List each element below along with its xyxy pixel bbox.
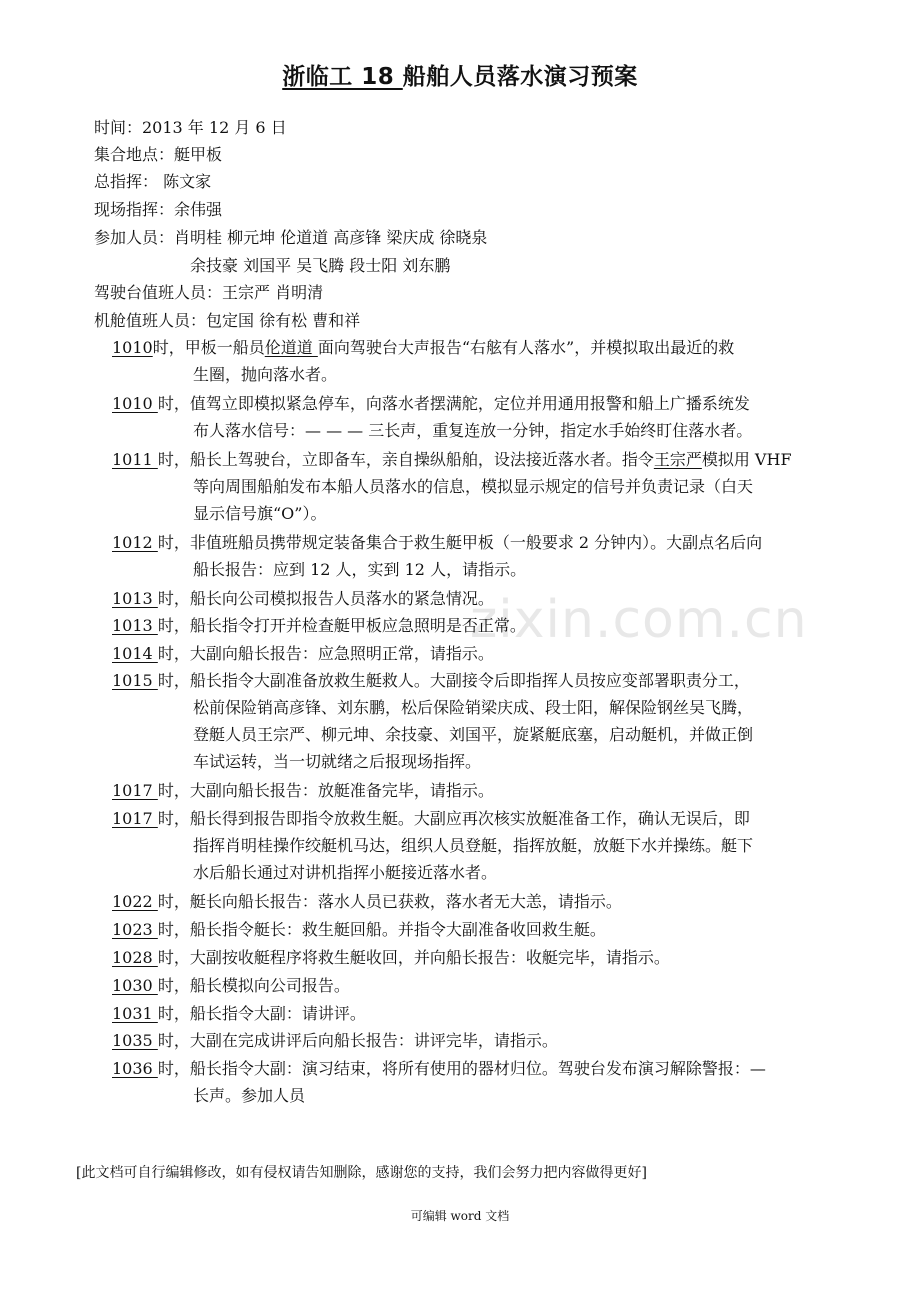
entry-time: 1022 xyxy=(112,892,158,911)
log-entry xyxy=(112,888,862,915)
log-entry xyxy=(112,334,862,388)
info-commander: 总指挥： 陈文家 xyxy=(94,172,212,191)
watermark: zixin.com.cn xyxy=(470,590,808,650)
entry-text-cont: 面向驾驶台大声报告“右舷有人落水”，并模拟取出最近的救 xyxy=(317,338,735,357)
entry-time: 1023 xyxy=(112,920,158,939)
log-entry xyxy=(112,446,862,527)
entry-line: 指挥肖明桂操作绞艇机马达，组织人员登艇，指挥放艇，放艇下水并操练。艇下 xyxy=(193,836,754,855)
log-entry xyxy=(112,529,862,583)
info-engine-watch: 机舱值班人员：包定国 徐有松 曹和祥 xyxy=(94,311,361,330)
entry-line: 长声。参加人员 xyxy=(193,1086,306,1105)
entry-time: 1013 xyxy=(112,616,158,635)
entry-line: 显示信号旗“O”）。 xyxy=(193,504,327,523)
log-entry xyxy=(112,1000,862,1027)
entry-line: 船长报告：应到 12 人，实到 12 人，请指示。 xyxy=(193,560,527,579)
entry-text: 时，船长上驾驶台，立即备车，亲自操纵船舶，设法接近落水者。指令 xyxy=(157,450,654,469)
document-title xyxy=(0,58,920,91)
entry-text: 时，船长向公司模拟报告人员落水的紧急情况。 xyxy=(157,589,494,608)
entry-text: 时，大副在完成讲评后向船长报告：讲评完毕，请指示。 xyxy=(157,1031,558,1050)
log-entry xyxy=(112,390,862,444)
entry-time: 1035 xyxy=(112,1031,158,1050)
entry-name: 王宗严 xyxy=(653,450,702,469)
entry-text: 时，船长指令艇长：救生艇回船。并指令大副准备收回救生艇。 xyxy=(157,920,606,939)
log-entry xyxy=(112,944,862,971)
entry-time: 1011 xyxy=(112,450,158,469)
entry-text: 时，艇长向船长报告：落水人员已获救，落水者无大恙，请指示。 xyxy=(157,892,622,911)
entry-time: 1036 xyxy=(112,1059,158,1078)
entry-text: 时，大副按收艇程序将救生艇收回，并向船长报告：收艇完毕，请指示。 xyxy=(157,948,670,967)
entry-line: 登艇人员王宗严、柳元坤、余技豪、刘国平，旋紧艇底塞，启动艇机，并做正倒 xyxy=(193,725,754,744)
entry-line: 水后船长通过对讲机指挥小艇接近落水者。 xyxy=(193,863,498,882)
entry-text: 时，甲板一船员 xyxy=(152,338,265,357)
entry-time: 1030 xyxy=(112,976,158,995)
entry-text: 时，值驾立即模拟紧急停车，向落水者摆满舵，定位并用通用报警和船上广播系统发 xyxy=(157,394,750,413)
log-entry xyxy=(112,777,862,804)
entry-time: 1028 xyxy=(112,948,158,967)
entry-time: 1012 xyxy=(112,533,158,552)
entry-time: 1031 xyxy=(112,1004,158,1023)
entry-time: 1014 xyxy=(112,644,158,663)
log-entry xyxy=(112,585,862,612)
log-entry xyxy=(112,805,862,886)
entry-text: 时，船长指令大副：请讲评。 xyxy=(157,1004,366,1023)
entry-time: 1017 xyxy=(112,781,158,800)
entry-time: 1013 xyxy=(112,589,158,608)
entry-line: 松前保险销高彦锋、刘东鹏，松后保险销梁庆成、段士阳，解保险钢丝吴飞腾， xyxy=(193,698,754,717)
entry-text: 时，船长得到报告即指令放救生艇。大副应再次核实放艇准备工作，确认无误后，即 xyxy=(157,809,750,828)
entry-text: 时，船长指令大副准备放救生艇救人。大副接令后即指挥人员按应变部署职责分工， xyxy=(157,671,750,690)
info-time: 时间：2013 年 12 月 6 日 xyxy=(94,118,287,137)
entry-text-cont: 模拟用 VHF xyxy=(701,450,792,469)
entry-line: 布人落水信号：— — — 三长声，重复连放一分钟，指定水手始终盯住落水者。 xyxy=(193,421,753,440)
entry-text: 时，船长指令打开并检查艇甲板应急照明是否正常。 xyxy=(157,616,526,635)
entry-line: 车试运转，当一切就绪之后报现场指挥。 xyxy=(193,752,482,771)
log-entry xyxy=(112,640,862,667)
participants-line-2: 余技豪 刘国平 吴飞腾 段士阳 刘东鹏 xyxy=(190,256,451,275)
info-participants-cont xyxy=(94,256,450,276)
entry-name: 伦道道 xyxy=(264,338,318,357)
log-entry xyxy=(112,1027,862,1054)
title-text: 船舶人员落水演习预案 xyxy=(402,64,638,90)
title-vessel-name: 浙临工 18 xyxy=(282,64,403,90)
log-entry xyxy=(112,612,862,639)
info-location: 集合地点：艇甲板 xyxy=(94,145,223,164)
log-entry xyxy=(112,667,862,775)
footer-note: [此文档可自行编辑修改，如有侵权请告知删除，感谢您的支持，我们会努力把内容做得更好] xyxy=(76,1165,647,1181)
entry-time: 1010 xyxy=(112,394,158,413)
info-participants: 参加人员：肖明桂 柳元坤 伦道道 高彦锋 梁庆成 徐晓泉 xyxy=(94,228,488,247)
entry-time: 1015 xyxy=(112,671,158,690)
info-site-commander: 现场指挥：余伟强 xyxy=(94,200,223,219)
entry-time: 1010 xyxy=(112,338,153,357)
log-entry xyxy=(112,916,862,943)
log-entry xyxy=(112,972,862,999)
info-bridge-watch: 驾驶台值班人员：王宗严 肖明清 xyxy=(94,283,324,302)
entry-text: 时，船长模拟向公司报告。 xyxy=(157,976,350,995)
entry-text: 时，大副向船长报告：应急照明正常，请指示。 xyxy=(157,644,494,663)
entry-line: 生圈，抛向落水者。 xyxy=(193,365,338,384)
footer-page-label: 可编辑 word 文档 xyxy=(410,1209,510,1223)
entry-line: 等向周围船舶发布本船人员落水的信息，模拟显示规定的信号并负责记录（白天 xyxy=(193,477,754,496)
entry-time: 1017 xyxy=(112,809,158,828)
entry-text: 时，非值班船员携带规定装备集合于救生艇甲板（一般要求 2 分钟内）。大副点名后向 xyxy=(157,533,763,552)
log-entry xyxy=(112,1055,862,1109)
entry-text: 时，大副向船长报告：放艇准备完毕，请指示。 xyxy=(157,781,494,800)
entry-text: 时，船长指令大副：演习结束，将所有使用的器材归位。驾驶台发布演习解除警报：— xyxy=(157,1059,766,1078)
